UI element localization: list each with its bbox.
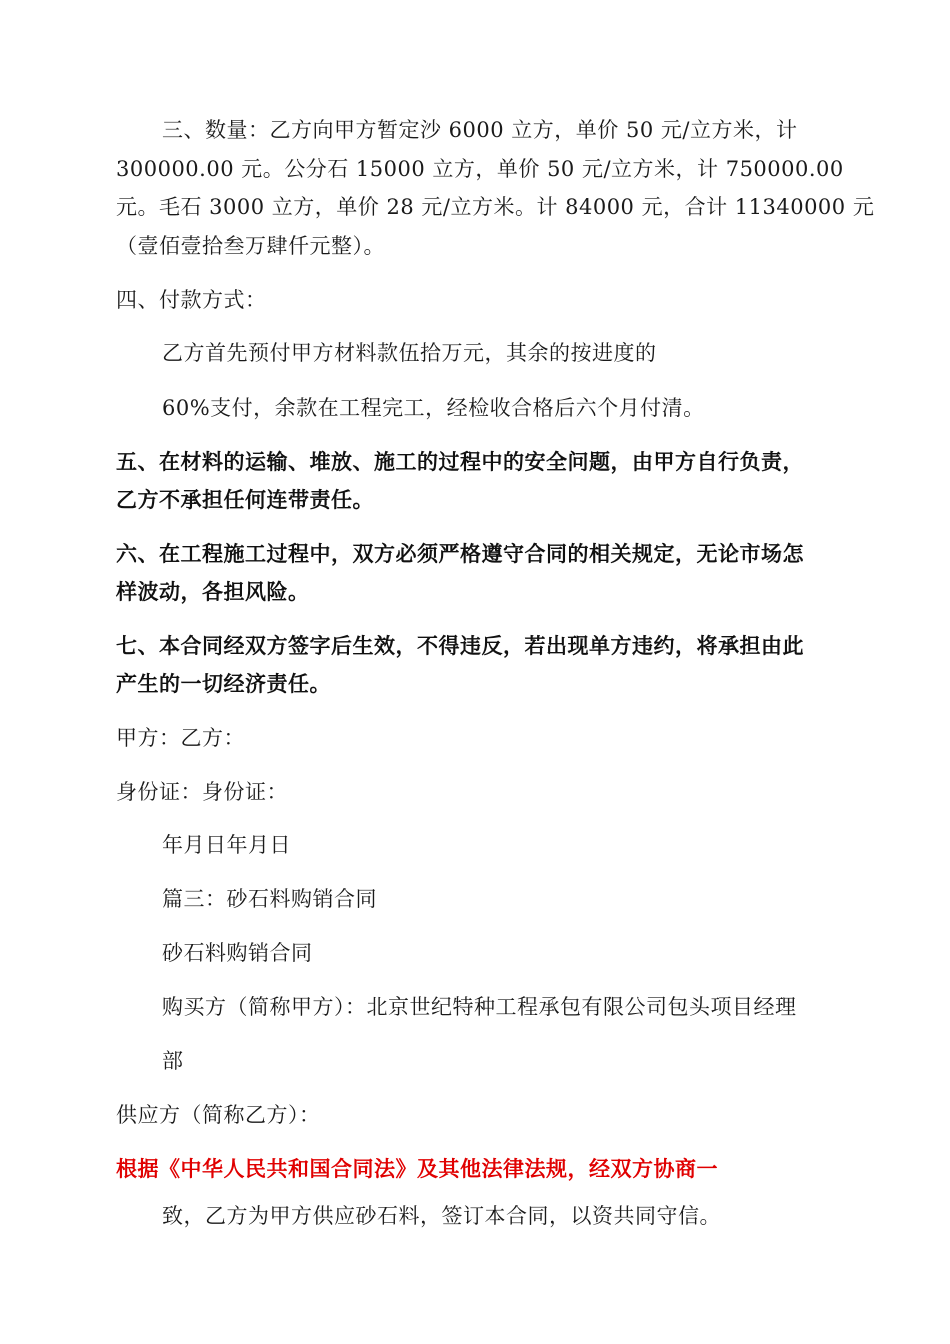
section6-line-2: 样波动，各担风险。 [116, 580, 310, 604]
article3-header: 篇三：砂石料购销合同 [162, 887, 377, 911]
section3-line-3: 元。毛石 3000 立方，单价 28 元/立方米。计 84000 元，合计 11340000 元 [116, 195, 875, 219]
supplier-line: 供应方（简称乙方）： [116, 1103, 321, 1127]
article3-title: 砂石料购销合同 [162, 941, 313, 965]
section7-line-2: 产生的一切经济责任。 [116, 672, 331, 696]
section3-line-4: （壹佰壹拾叁万肆仟元整）。 [116, 234, 385, 258]
buyer-line-1: 购买方（简称甲方）：北京世纪特种工程承包有限公司包头项目经理 [162, 995, 797, 1019]
section7-line-1: 七、本合同经双方签字后生效，不得违反，若出现单方违约，将承担由此 [116, 634, 804, 658]
section6-line-1: 六、在工程施工过程中，双方必须严格遵守合同的相关规定，无论市场怎 [116, 542, 804, 566]
section3-line-2: 300000.00 元。公分石 15000 立方，单价 50 元/立方米，计 750000.00 [116, 157, 844, 181]
signature-parties: 甲方：乙方： [116, 726, 245, 750]
section5-line-2: 乙方不承担任何连带责任。 [116, 488, 374, 512]
section5-line-1: 五、在材料的运输、堆放、施工的过程中的安全问题，由甲方自行负责， [116, 450, 804, 474]
section4-line-2: 60%支付，余款在工程完工，经检收合格后六个月付清。 [162, 396, 705, 420]
section4-line-1: 乙方首先预付甲方材料款伍拾万元，其余的按进度的 [162, 341, 657, 365]
contract-basis-continued: 致，乙方为甲方供应砂石料，签订本合同，以资共同守信。 [162, 1204, 721, 1228]
section4-heading: 四、付款方式： [116, 288, 267, 312]
signature-dates: 年月日年月日 [162, 833, 291, 857]
contract-basis-red: 根据《中华人民共和国合同法》及其他法律法规，经双方协商一 [116, 1157, 718, 1181]
signature-id-cards: 身份证：身份证： [116, 780, 288, 804]
section3-line-1: 三、数量：乙方向甲方暂定沙 6000 立方，单价 50 元/立方米，计 [162, 118, 798, 142]
buyer-line-2: 部 [162, 1049, 184, 1073]
